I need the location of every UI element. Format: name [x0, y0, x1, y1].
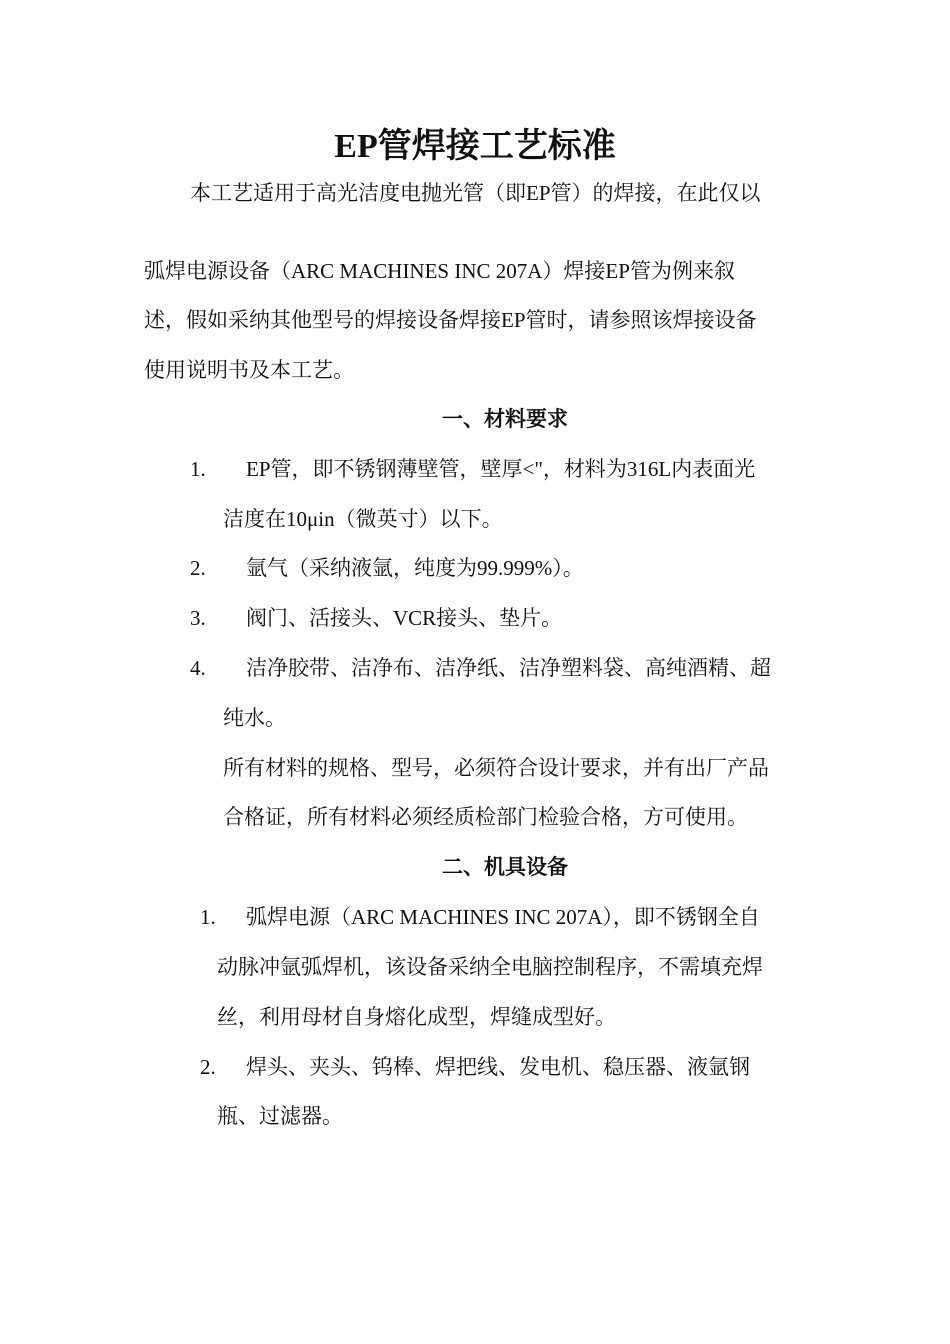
- intro-line: 弧焊电源设备（ARC MACHINES INC 207A）焊接EP管为例来叙: [144, 259, 735, 283]
- intro-line: 本工艺适用于高光洁度电抛光管（即EP管）的焊接，在此仅以: [190, 181, 761, 205]
- list-item-line: 焊头、夹头、钨棒、焊把线、发电机、稳压器、液氩钢: [246, 1055, 750, 1079]
- note-line: 合格证，所有材料必须经质检部门检验合格，方可使用。: [223, 805, 748, 829]
- intro-line: 述，假如采纳其他型号的焊接设备焊接EP管时，请参照该焊接设备: [144, 308, 757, 332]
- list-item-line: EP管，即不锈钢薄壁管，壁厚<"，材料为316L内表面光: [246, 457, 756, 481]
- list-item-line: 氩气（采纳液氩，纯度为99.999%）。: [246, 556, 584, 580]
- list-item-line: 洁度在10μin（微英寸）以下。: [223, 507, 503, 531]
- list-number: 1.: [190, 457, 206, 481]
- list-number: 3.: [190, 606, 206, 630]
- section-heading-equipment: 二、机具设备: [442, 855, 568, 879]
- intro-line: 使用说明书及本工艺。: [144, 358, 354, 382]
- list-number: 4.: [190, 656, 206, 680]
- list-number: 2.: [190, 556, 206, 580]
- note-line: 所有材料的规格、型号，必须符合设计要求，并有出厂产品: [223, 756, 769, 780]
- list-item-line: 瓶、过滤器。: [217, 1104, 343, 1128]
- list-item-line: 弧焊电源（ARC MACHINES INC 207A），即不锈钢全自: [246, 905, 760, 929]
- list-number: 2.: [200, 1055, 216, 1079]
- list-item-line: 阀门、活接头、VCR接头、垫片。: [246, 606, 563, 630]
- list-number: 1.: [200, 905, 216, 929]
- section-heading-materials: 一、材料要求: [442, 407, 568, 431]
- list-item-line: 动脉冲氩弧焊机，该设备采纳全电脑控制程序，不需填充焊: [217, 955, 763, 979]
- document-title: EP管焊接工艺标准: [334, 128, 616, 165]
- list-item-line: 洁净胶带、洁净布、洁净纸、洁净塑料袋、高纯酒精、超: [246, 656, 771, 680]
- list-item-line: 纯水。: [223, 706, 286, 730]
- list-item-line: 丝，利用母材自身熔化成型，焊缝成型好。: [217, 1005, 616, 1029]
